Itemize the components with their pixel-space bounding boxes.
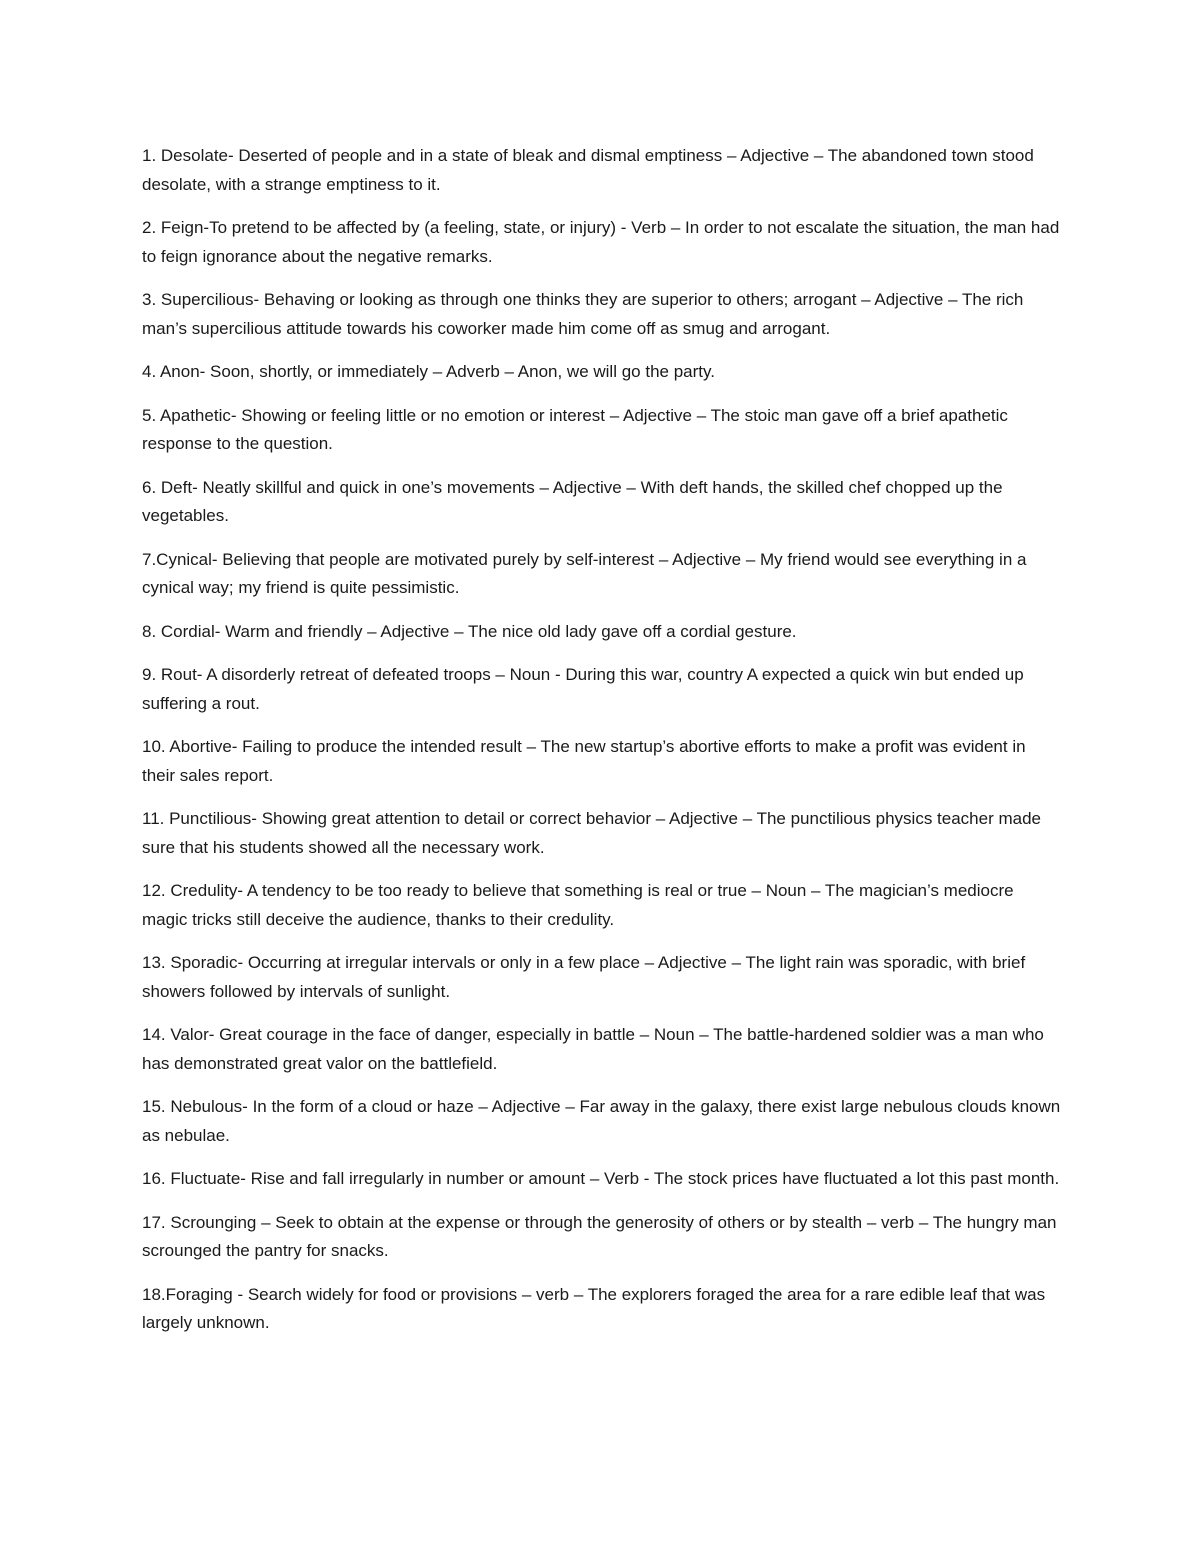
vocabulary-entry-2: 2. Feign-To pretend to be affected by (a feeling, state, or injury) - Verb – In order to not escalate the situation, the man had to feign ignorance about the negative remarks. bbox=[142, 218, 1060, 266]
vocabulary-entry-4: 4. Anon- Soon, shortly, or immediately – Adverb – Anon, we will go the party. bbox=[142, 362, 715, 381]
vocabulary-entry-12: 12. Credulity- A tendency to be too ready to believe that something is real or true – Noun – The magician’s mediocre magic tricks still deceive the audience, thanks to their credulity. bbox=[142, 881, 1014, 929]
vocabulary-entry-16: 16. Fluctuate- Rise and fall irregularly in number or amount – Verb - The stock prices have fluctuated a lot this past month. bbox=[142, 1169, 1060, 1188]
vocabulary-entry-1: 1. Desolate- Deserted of people and in a state of bleak and dismal emptiness – Adjective – The abandoned town stood desolate, with a strange emptiness to it. bbox=[142, 146, 1034, 194]
vocabulary-entry-7: 7.Cynical- Believing that people are motivated purely by self-interest – Adjective – My friend would see everything in a cynical way; my friend is quite pessimistic. bbox=[142, 549, 1027, 597]
vocabulary-entry-11: 11. Punctilious- Showing great attention to detail or correct behavior – Adjective – The punctilious physics teacher made sure that his students showed all the necessary work. bbox=[142, 809, 1041, 857]
vocabulary-entry-9: 9. Rout- A disorderly retreat of defeated troops – Noun - During this war, country A expected a quick win but ended up suffering a rout. bbox=[142, 665, 1024, 713]
vocabulary-entry-8: 8. Cordial- Warm and friendly – Adjective – The nice old lady gave off a cordial gesture. bbox=[142, 621, 797, 641]
vocabulary-entry-18: 18.Foraging - Search widely for food or provisions – verb – The explorers foraged the area for a rare edible leaf that was largely unknown. bbox=[142, 1284, 1046, 1332]
vocabulary-entry-14: 14. Valor- Great courage in the face of danger, especially in battle – Noun – The battle-hardened soldier was a man who has demonstrated great valor on the battlefield. bbox=[142, 1025, 1044, 1073]
vocabulary-entry-15: 15. Nebulous- In the form of a cloud or haze – Adjective – Far away in the galaxy, there exist large nebulous clouds known as nebulae. bbox=[142, 1097, 1061, 1145]
vocabulary-list bbox=[142, 142, 1062, 1353]
vocabulary-entry-5: 5. Apathetic- Showing or feeling little or no emotion or interest – Adjective – The stoic man gave off a brief apathetic response to the question. bbox=[142, 405, 1008, 453]
vocabulary-entry-13: 13. Sporadic- Occurring at irregular intervals or only in a few place – Adjective – The light rain was sporadic, with brief showers followed by intervals of sunlight. bbox=[142, 953, 1026, 1001]
vocabulary-entry-3: 3. Supercilious- Behaving or looking as through one thinks they are superior to others; arrogant – Adjective – The rich man’s supercilious attitude towards his coworker made him come off as smug and arrogant. bbox=[142, 290, 1024, 338]
vocabulary-entry-17: 17. Scrounging – Seek to obtain at the expense or through the generosity of others or by stealth – verb – The hungry man scrounged the pantry for snacks. bbox=[142, 1212, 1057, 1260]
vocabulary-entry-6: 6. Deft- Neatly skillful and quick in one’s movements – Adjective – With deft hands, the skilled chef chopped up the vegetables. bbox=[142, 477, 1003, 525]
vocabulary-entry-10: 10. Abortive- Failing to produce the intended result – The new startup’s abortive efforts to make a profit was evident in their sales report. bbox=[142, 737, 1026, 785]
